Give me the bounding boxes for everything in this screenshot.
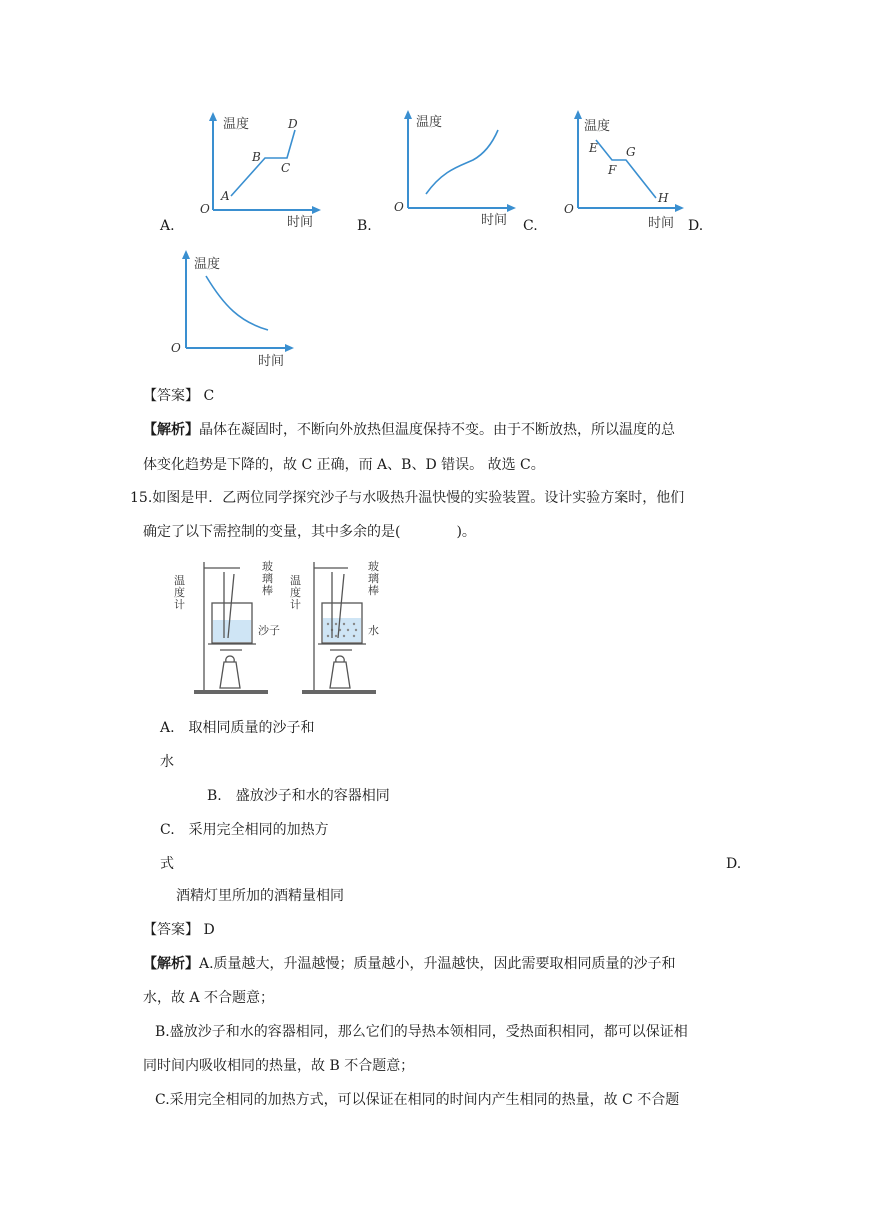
q15-option-a-cont: 水 <box>160 754 174 770</box>
svg-text:时间: 时间 <box>481 213 508 228</box>
svg-text:计: 计 <box>174 598 185 611</box>
graph-b <box>388 108 518 228</box>
svg-text:棒: 棒 <box>262 584 273 597</box>
svg-text:水: 水 <box>368 624 379 637</box>
svg-text:O: O <box>171 341 181 355</box>
graph-a <box>195 110 325 230</box>
q15-option-c-cont: 式 <box>160 856 174 872</box>
svg-text:D: D <box>288 117 298 131</box>
q14-analysis-line2: 体变化趋势是下降的，故 C 正确，而 A、B、D 错误。 故选 C。 <box>143 457 545 473</box>
svg-text:E: E <box>589 141 598 155</box>
q15-stem-line1: 15.如图是甲．乙两位同学探究沙子与水吸热升温快慢的实验装置。设计实验方案时，他们 <box>130 490 685 506</box>
svg-text:璃: 璃 <box>262 572 273 585</box>
q15-option-a: A. 取相同质量的沙子和 <box>160 720 315 736</box>
svg-text:温度: 温度 <box>194 257 221 272</box>
analysis-label: 【解析】 <box>143 422 199 438</box>
apparatus-figure <box>168 558 383 700</box>
q15-analysis-line3: B.盛放沙子和水的容器相同，那么它们的导热本领相同，受热面积相同，都可以保证相 <box>155 1024 688 1040</box>
svg-text:F: F <box>608 163 617 177</box>
svg-text:A: A <box>221 189 230 203</box>
svg-text:G: G <box>626 145 636 159</box>
svg-text:O: O <box>564 202 574 216</box>
q15-option-d-letter: D. <box>726 856 742 872</box>
svg-text:时间: 时间 <box>258 354 285 369</box>
svg-text:H: H <box>658 191 669 205</box>
q14-answer: 【答案】 C <box>143 388 215 404</box>
svg-text:时间: 时间 <box>648 216 675 231</box>
q14-analysis-line1: 【解析】晶体在凝固时，不断向外放热但温度保持不变。由于不断放热，所以温度的总 <box>143 422 675 438</box>
analysis-label: 【解析】 <box>143 956 199 972</box>
svg-text:棒: 棒 <box>368 584 379 597</box>
svg-text:度: 度 <box>290 586 301 599</box>
q15-answer: 【答案】 D <box>143 922 215 938</box>
q15-option-d: 酒精灯里所加的酒精量相同 <box>176 888 344 904</box>
graph-c <box>558 108 688 233</box>
q15-stem-line2: 确定了以下需控制的变量，其中多余的是( )。 <box>143 524 476 540</box>
svg-text:C: C <box>281 161 291 175</box>
svg-text:B: B <box>252 150 261 164</box>
svg-text:时间: 时间 <box>287 215 314 230</box>
svg-text:O: O <box>394 200 404 214</box>
svg-text:计: 计 <box>290 598 301 611</box>
option-d-letter: D. <box>688 218 704 234</box>
svg-text:温度: 温度 <box>416 115 443 130</box>
q15-analysis-line5: C.采用完全相同的加热方式，可以保证在相同的时间内产生相同的热量，故 C 不合题 <box>155 1092 680 1108</box>
q15-option-b: B. 盛放沙子和水的容器相同 <box>207 788 390 804</box>
q15-analysis-line2: 水，故 A 不合题意； <box>143 990 275 1006</box>
svg-text:璃: 璃 <box>368 572 379 585</box>
svg-text:温: 温 <box>290 574 301 587</box>
graph-d <box>168 248 298 373</box>
option-c-letter: C. <box>523 218 538 234</box>
svg-text:温度: 温度 <box>584 119 611 134</box>
svg-text:度: 度 <box>174 586 185 599</box>
option-a-letter: A. <box>160 218 175 234</box>
svg-text:O: O <box>200 202 210 216</box>
apparatus-water <box>290 559 379 694</box>
svg-text:温: 温 <box>174 574 185 587</box>
svg-text:玻: 玻 <box>368 560 379 573</box>
q15-analysis-line4: 同时间内吸收相同的热量，故 B 不合题意； <box>143 1058 415 1074</box>
q15-option-c: C. 采用完全相同的加热方 <box>160 822 329 838</box>
apparatus-sand <box>174 559 280 694</box>
svg-text:玻: 玻 <box>262 560 273 573</box>
q15-analysis-line1: 【解析】A.质量越大，升温越慢；质量越小，升温越快，因此需要取相同质量的沙子和 <box>143 956 676 972</box>
svg-text:温度: 温度 <box>223 117 250 132</box>
option-b-letter: B. <box>357 218 372 234</box>
svg-text:沙子: 沙子 <box>258 624 280 637</box>
